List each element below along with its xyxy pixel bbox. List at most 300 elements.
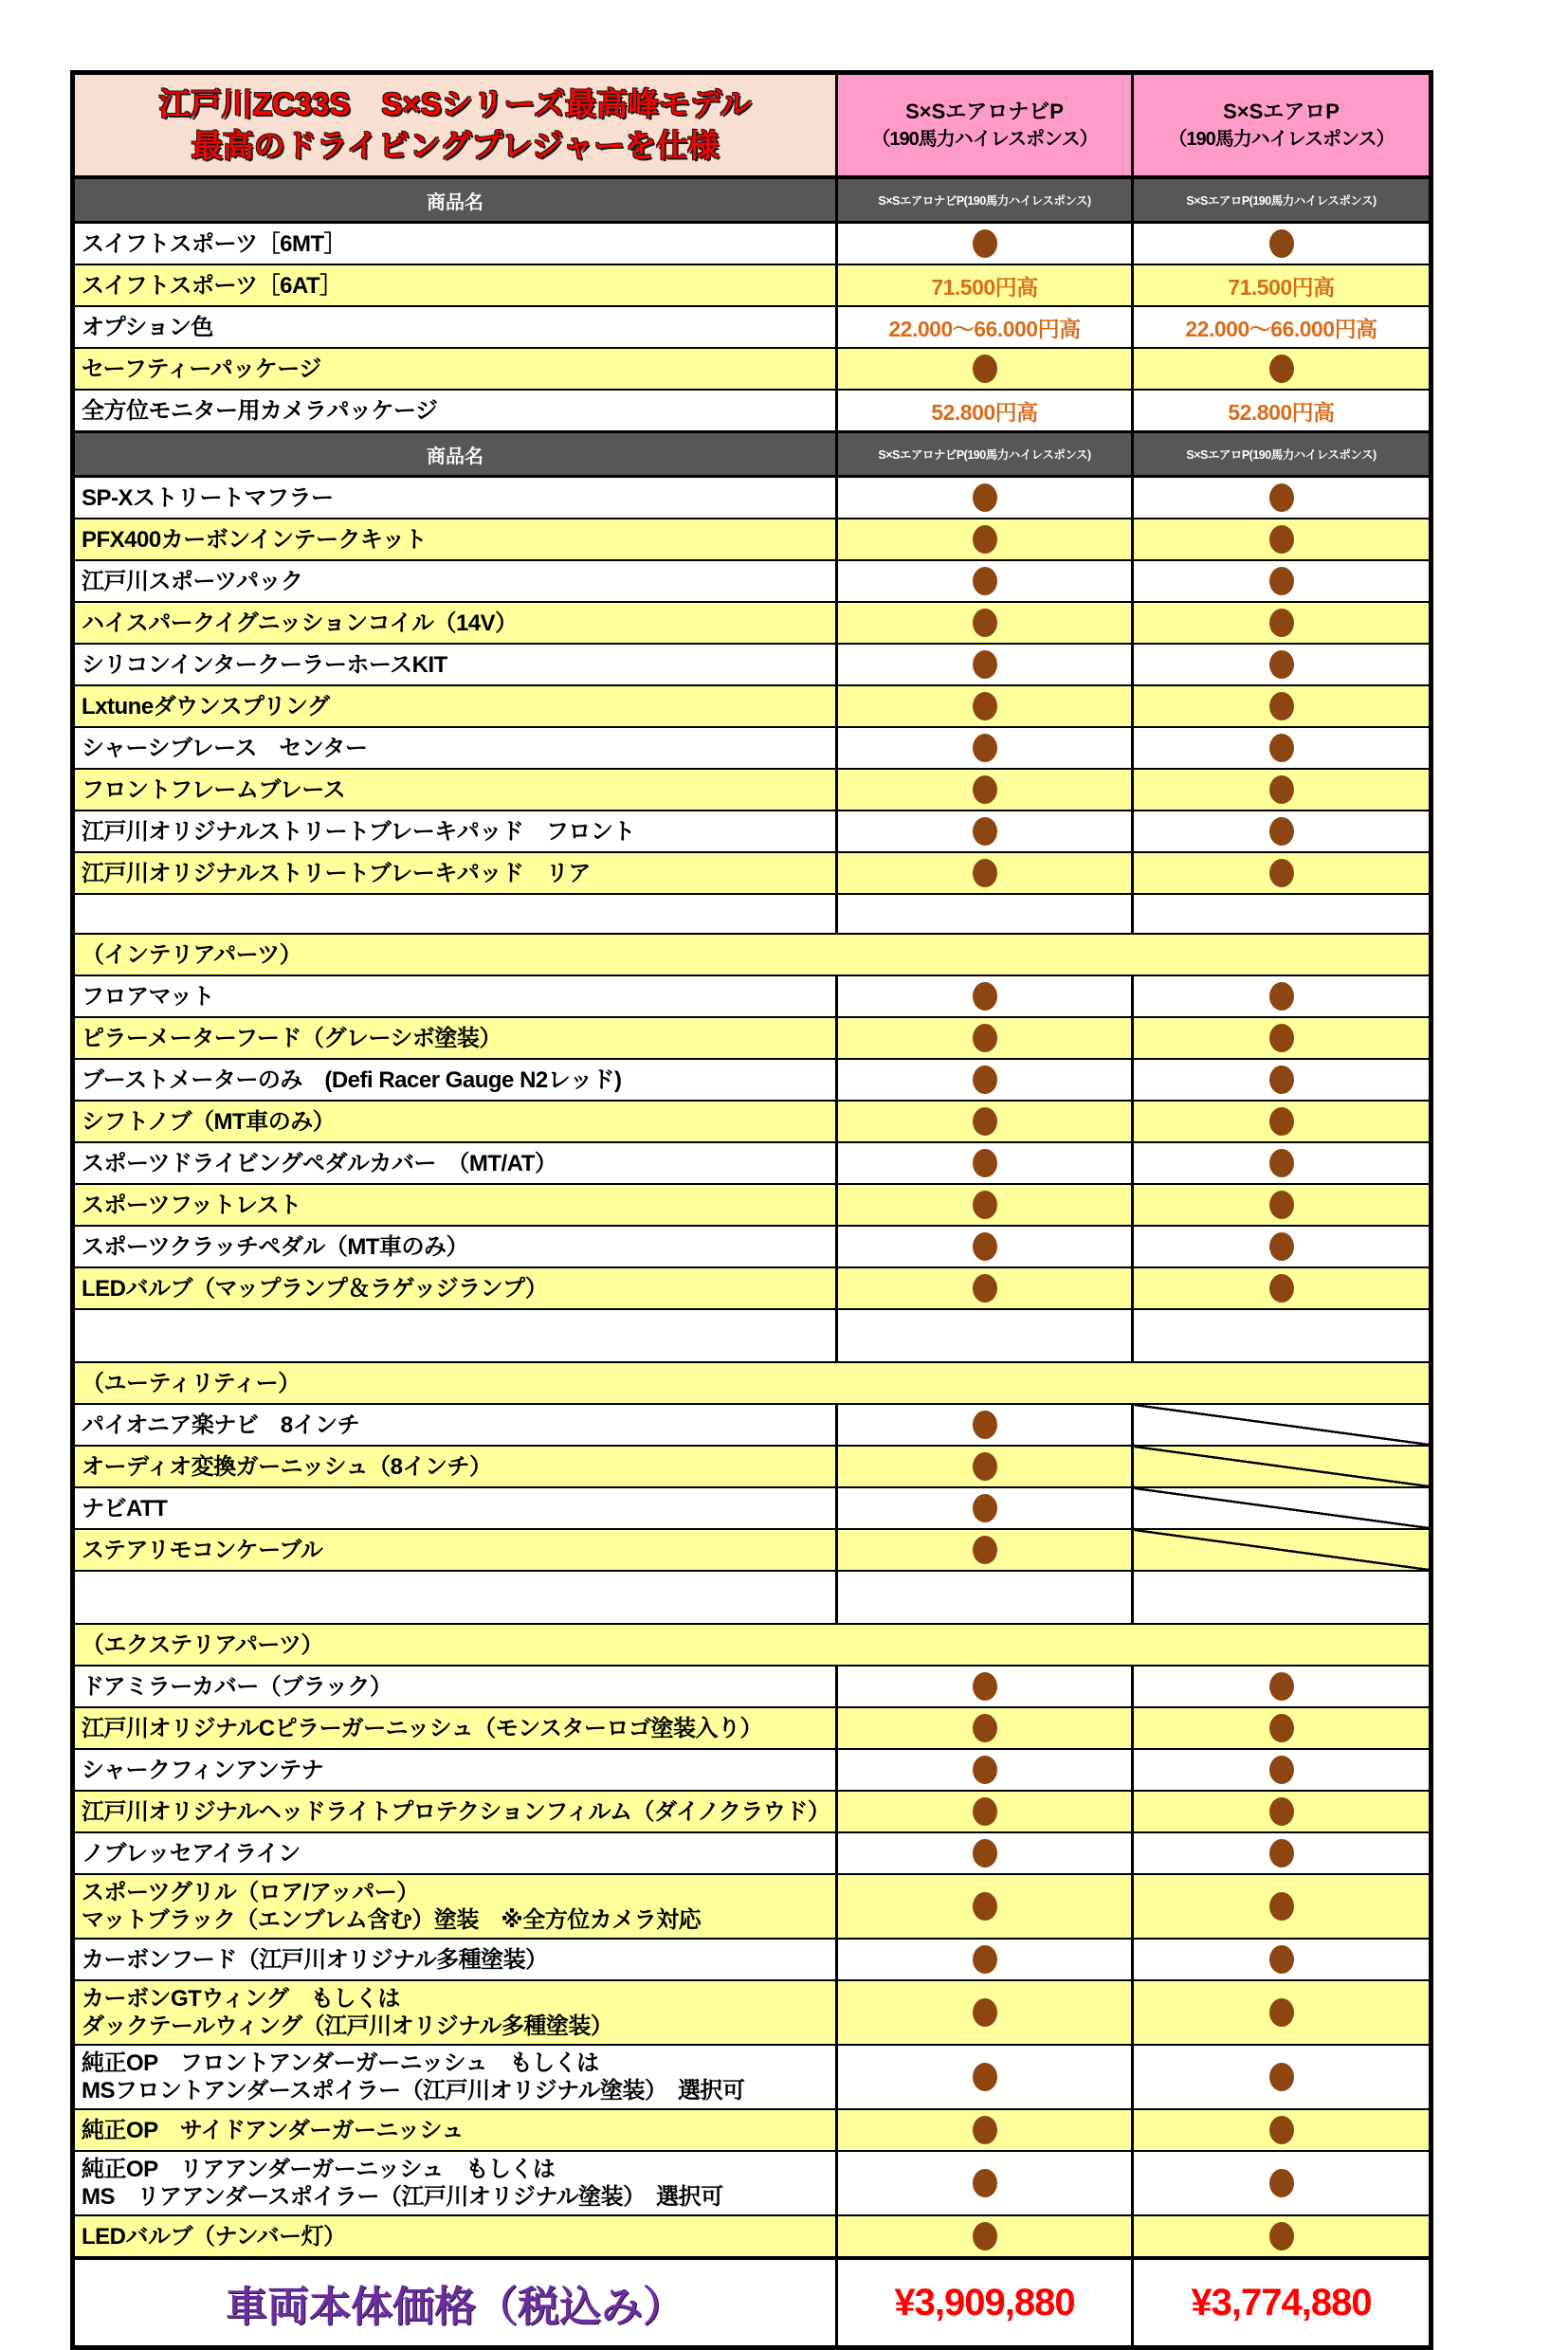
product-name-cell: [73, 1267, 837, 1309]
value-cell-navi: [837, 975, 1133, 1017]
included-dot-icon: [973, 1107, 997, 1136]
value-cell-aero: [1133, 769, 1431, 811]
value-cell-navi: [837, 223, 1133, 265]
product-name: シャーシブレース センター: [82, 735, 368, 761]
value-cell-aero: [1133, 2215, 1431, 2258]
product-name: ナビATT: [82, 1495, 168, 1521]
not-available-cell: [1133, 1529, 1431, 1571]
value-cell-aero: [1133, 1939, 1431, 1980]
product-name-cell: [73, 769, 837, 811]
included-dot-icon: [1269, 1024, 1294, 1052]
value-cell-aero: [1133, 852, 1431, 894]
column-header-navi: [837, 73, 1133, 178]
included-dot-icon: [1269, 567, 1294, 595]
column-header-row: [73, 177, 1431, 223]
product-name-cell: [73, 1529, 837, 1571]
included-dot-icon: [973, 1149, 997, 1177]
section-title: （エクステリアパーツ）: [82, 1631, 323, 1658]
value-cell-navi: [837, 602, 1133, 644]
product-name-cell: [73, 1749, 837, 1791]
value-cell-aero: [1133, 1707, 1431, 1749]
included-dot-icon: [973, 1756, 997, 1784]
included-dot-icon: [973, 229, 997, 258]
included-dot-icon: [1269, 1149, 1294, 1177]
product-name: フロントフレームブレース: [82, 776, 346, 803]
included-dot-icon: [973, 817, 997, 846]
value-cell-aero: [1133, 1059, 1431, 1101]
product-name-cell: [73, 519, 837, 560]
empty-value-cell: [837, 1309, 1133, 1362]
included-dot-icon: [1269, 1714, 1294, 1742]
value-cell-navi: [837, 1832, 1133, 1874]
total-price-aero: ¥3,774,880: [1191, 2281, 1372, 2323]
product-name: 江戸川オリジナルストリートブレーキパッド リア: [82, 860, 591, 886]
value-cell-navi: [837, 1017, 1133, 1059]
included-dot-icon: [1269, 2116, 1294, 2144]
section-header-row: [73, 1362, 1431, 1404]
product-name-cell: [73, 1666, 837, 1707]
section-title-cell: [73, 1362, 1431, 1404]
included-dot-icon: [973, 483, 997, 512]
table-row: [73, 1142, 1431, 1184]
value-cell-navi: [837, 1226, 1133, 1267]
product-name-cell: [73, 306, 837, 348]
product-name-cell: [73, 1874, 837, 1939]
product-name-cell: [73, 1939, 837, 1980]
product-name: 江戸川スポーツパック: [82, 568, 303, 594]
price-text: 22.000～66.000円高: [1185, 316, 1377, 341]
included-dot-icon: [1269, 355, 1294, 383]
table-row: [73, 1529, 1431, 1571]
product-name: カーボンフード（江戸川オリジナル多種塗装）: [82, 1946, 548, 1973]
included-dot-icon: [1269, 1672, 1294, 1701]
included-dot-icon: [973, 692, 997, 720]
product-name: パイオニア楽ナビ 8インチ: [82, 1412, 360, 1438]
value-cell-navi: [837, 1529, 1133, 1571]
value-cell-aero: [1133, 2045, 1431, 2109]
table-row: [73, 264, 1431, 306]
table-row: [73, 1980, 1431, 2045]
product-name-cell: [73, 685, 837, 727]
value-cell-aero: [1133, 1791, 1431, 1832]
product-name: セーフティーパッケージ: [82, 355, 321, 382]
table-row: [73, 811, 1431, 852]
product-name: 純正OP リアアンダーガーニッシュ もしくは: [82, 2157, 556, 2182]
included-dot-icon: [1269, 1945, 1294, 1974]
product-name-cell: [73, 1142, 837, 1184]
included-dot-icon: [973, 1892, 997, 1921]
value-cell-navi: [837, 1749, 1133, 1791]
included-dot-icon: [973, 1536, 997, 1564]
included-dot-icon: [973, 982, 997, 1011]
table-row: [73, 223, 1431, 265]
table-row: [73, 685, 1431, 727]
page-title-line1: 江戸川ZC33S S×Sシリーズ最高峰モデル: [158, 86, 752, 121]
table-body: [73, 73, 1431, 2259]
product-name-cell: [73, 602, 837, 644]
included-dot-icon: [973, 525, 997, 554]
included-dot-icon: [973, 609, 997, 637]
value-cell-aero: [1133, 1226, 1431, 1267]
included-dot-icon: [973, 859, 997, 887]
value-cell-aero: [1133, 1980, 1431, 2045]
included-dot-icon: [973, 1066, 997, 1094]
product-name-cell: [73, 2109, 837, 2151]
value-cell-navi: [837, 1980, 1133, 2045]
value-cell-navi: [837, 1101, 1133, 1142]
included-dot-icon: [973, 1411, 997, 1439]
value-cell-navi: [837, 1446, 1133, 1487]
section-header-row: [73, 1624, 1431, 1666]
footer-price-cell-navi: [837, 2258, 1133, 2348]
column-subheader-navi: S×SエアロナビP(190馬力ハイレスポンス): [837, 177, 1133, 223]
title-row: [73, 73, 1431, 178]
product-name-cell: [73, 1832, 837, 1874]
empty-value-cell: [837, 1571, 1133, 1624]
page-title-line2: 最高のドライビングプレジャーを仕様: [191, 128, 720, 163]
product-name: LEDバルブ（マップランプ＆ラゲッジランプ）: [82, 1275, 548, 1302]
product-name-cell: [73, 1226, 837, 1267]
empty-row: [73, 1309, 1431, 1362]
product-name: ハイスパークイグニッションコイル（14V）: [82, 610, 518, 636]
product-name-cell: [73, 223, 837, 265]
value-cell-navi: [837, 1791, 1133, 1832]
value-cell-navi: [837, 348, 1133, 390]
product-name-cell: [73, 1446, 837, 1487]
included-dot-icon: [973, 1839, 997, 1867]
value-cell-navi: [837, 811, 1133, 852]
empty-name-cell: [73, 894, 837, 934]
product-name: 江戸川オリジナルヘッドライトプロテクションフィルム（ダイノクラウド）: [82, 1798, 830, 1825]
product-name-cell: [73, 1184, 837, 1226]
value-cell-aero: [1133, 1142, 1431, 1184]
included-dot-icon: [973, 1797, 997, 1826]
section-header-row: [73, 934, 1431, 975]
included-dot-icon: [1269, 692, 1294, 720]
empty-name-cell: [73, 1571, 837, 1624]
product-name: シフトノブ（MT車のみ）: [82, 1108, 336, 1135]
table-row: [73, 1874, 1431, 1939]
value-cell-navi: [837, 264, 1133, 306]
value-cell-aero: [1133, 1017, 1431, 1059]
table-row: [73, 519, 1431, 560]
included-dot-icon: [1269, 2222, 1294, 2250]
product-name: 江戸川オリジナルCピラーガーニッシュ（モンスターロゴ塗装入り）: [82, 1715, 762, 1741]
product-name-line2: MSフロントアンダースポイラー（江戸川オリジナル塗装） 選択可: [82, 2078, 745, 2104]
empty-name-cell: [73, 1309, 837, 1362]
product-name-cell: [73, 560, 837, 602]
table-row: [73, 306, 1431, 348]
included-dot-icon: [1269, 1998, 1294, 2027]
included-dot-icon: [973, 1714, 997, 1742]
product-name-cell: [73, 852, 837, 894]
price-text: 22.000～66.000円高: [888, 316, 1081, 341]
footer-price-cell-aero: [1133, 2258, 1431, 2348]
value-cell-aero: [1133, 2151, 1431, 2215]
comparison-table: [70, 70, 1433, 2350]
product-name: オプション色: [82, 314, 213, 340]
included-dot-icon: [1269, 1066, 1294, 1094]
total-price-navi: ¥3,909,880: [894, 2281, 1075, 2323]
included-dot-icon: [1269, 1191, 1294, 1219]
empty-value-cell: [837, 894, 1133, 934]
product-name: LEDバルブ（ナンバー灯）: [82, 2223, 346, 2250]
included-dot-icon: [973, 1024, 997, 1052]
table-row: [73, 2109, 1431, 2151]
product-name: 純正OP サイドアンダーガーニッシュ: [82, 2117, 465, 2143]
included-dot-icon: [1269, 1232, 1294, 1261]
column-header-aero-name: S×SエアロP: [1223, 100, 1340, 123]
table-row: [73, 1267, 1431, 1309]
value-cell-navi: [837, 1939, 1133, 1980]
value-cell-aero: [1133, 306, 1431, 348]
product-name: スポーツドライビングペダルカバー （MT/AT）: [82, 1150, 557, 1176]
product-name: カーボンGTウィング もしくは: [82, 1986, 400, 2012]
included-dot-icon: [1269, 1892, 1294, 1921]
table-row: [73, 852, 1431, 894]
value-cell-navi: [837, 1487, 1133, 1529]
table-row: [73, 1017, 1431, 1059]
included-dot-icon: [1269, 483, 1294, 512]
value-cell-aero: [1133, 2109, 1431, 2151]
product-name: スイフトスポーツ［6MT］: [82, 230, 347, 257]
column-subheader-aero: S×SエアロP(190馬力ハイレスポンス): [1133, 177, 1431, 223]
value-cell-aero: [1133, 477, 1431, 519]
not-available-cell: [1133, 1446, 1431, 1487]
included-dot-icon: [973, 2063, 997, 2091]
product-name-cell: [73, 811, 837, 852]
footer-label-cell: [73, 2258, 837, 2348]
product-name: ブーストメーターのみ (Defi Racer Gauge N2レッド): [82, 1066, 622, 1093]
included-dot-icon: [973, 650, 997, 679]
value-cell-aero: [1133, 560, 1431, 602]
value-cell-navi: [837, 769, 1133, 811]
value-cell-navi: [837, 2215, 1133, 2258]
product-name: ノブレッセアイライン: [82, 1840, 301, 1867]
product-name: フロアマット: [82, 983, 215, 1010]
included-dot-icon: [973, 1998, 997, 2027]
product-name-cell: [73, 1487, 837, 1529]
price-text: 52.800円高: [931, 399, 1038, 425]
product-name-line2: MS リアアンダースポイラー（江戸川オリジナル塗装） 選択可: [82, 2184, 723, 2210]
value-cell-aero: [1133, 1666, 1431, 1707]
included-dot-icon: [973, 734, 997, 762]
table-row: [73, 727, 1431, 769]
product-name-cell: [73, 348, 837, 390]
empty-value-cell: [1133, 894, 1431, 934]
table-row: [73, 560, 1431, 602]
product-name: ステアリモコンケーブル: [82, 1537, 323, 1563]
included-dot-icon: [1269, 775, 1294, 804]
product-name-cell: [73, 1101, 837, 1142]
included-dot-icon: [1269, 1797, 1294, 1826]
value-cell-navi: [837, 644, 1133, 685]
total-price-label: 車両本体価格（税込み）: [226, 2284, 684, 2330]
value-cell-navi: [837, 306, 1133, 348]
product-name-cell: [73, 2151, 837, 2215]
included-dot-icon: [973, 355, 997, 383]
empty-value-cell: [1133, 1571, 1431, 1624]
value-cell-navi: [837, 1184, 1133, 1226]
included-dot-icon: [1269, 1274, 1294, 1303]
table-row: [73, 348, 1431, 390]
included-dot-icon: [1269, 817, 1294, 846]
product-name: PFX400カーボンインテークキット: [82, 526, 428, 553]
value-cell-aero: [1133, 1184, 1431, 1226]
section-title-cell: [73, 1624, 1431, 1666]
page-title-cell: [73, 73, 837, 178]
table-row: [73, 2151, 1431, 2215]
product-name: スポーツクラッチペダル（MT車のみ）: [82, 1233, 468, 1260]
column-header-row: [73, 432, 1431, 477]
product-name-cell: [73, 1707, 837, 1749]
price-text: 52.800円高: [1228, 399, 1335, 425]
included-dot-icon: [973, 1494, 997, 1522]
table-row: [73, 975, 1431, 1017]
table-row: [73, 1791, 1431, 1832]
value-cell-navi: [837, 1707, 1133, 1749]
value-cell-aero: [1133, 1832, 1431, 1874]
table-row: [73, 390, 1431, 432]
table-row: [73, 1101, 1431, 1142]
product-name: ピラーメーターフード（グレーシボ塗装）: [82, 1025, 501, 1051]
included-dot-icon: [1269, 229, 1294, 258]
product-name-cell: [73, 264, 837, 306]
value-cell-aero: [1133, 644, 1431, 685]
value-cell-navi: [837, 2151, 1133, 2215]
value-cell-navi: [837, 2109, 1133, 2151]
included-dot-icon: [973, 1274, 997, 1303]
included-dot-icon: [1269, 650, 1294, 679]
footer-row: [73, 2258, 1431, 2348]
column-header-navi-sub: （190馬力ハイレスポンス）: [871, 129, 1098, 150]
value-cell-aero: [1133, 1874, 1431, 1939]
table-row: [73, 1446, 1431, 1487]
table-row: [73, 477, 1431, 519]
table-row: [73, 1404, 1431, 1446]
table-row: [73, 769, 1431, 811]
product-name: ドアミラーカバー（ブラック）: [82, 1673, 392, 1700]
included-dot-icon: [973, 1672, 997, 1701]
table-row: [73, 1939, 1431, 1980]
section-title: （ユーティリティー）: [82, 1370, 301, 1396]
not-available-cell: [1133, 1487, 1431, 1529]
column-header-navi-name: S×SエアロナビP: [905, 100, 1064, 123]
product-name: 純正OP フロントアンダーガーニッシュ もしくは: [82, 2050, 599, 2076]
value-cell-navi: [837, 1874, 1133, 1939]
value-cell-aero: [1133, 1749, 1431, 1791]
table-row: [73, 1707, 1431, 1749]
product-name-line2: マットブラック（エンブレム含む）塗装 ※全方位カメラ対応: [82, 1907, 702, 1933]
table-row: [73, 644, 1431, 685]
column-header-aero: [1133, 73, 1431, 178]
value-cell-navi: [837, 390, 1133, 432]
value-cell-navi: [837, 1142, 1133, 1184]
value-cell-aero: [1133, 602, 1431, 644]
value-cell-navi: [837, 727, 1133, 769]
value-cell-navi: [837, 1666, 1133, 1707]
included-dot-icon: [1269, 1756, 1294, 1784]
value-cell-aero: [1133, 390, 1431, 432]
included-dot-icon: [973, 1945, 997, 1974]
table-row: [73, 1666, 1431, 1707]
product-name: シャークフィンアンテナ: [82, 1757, 324, 1783]
product-name-cell: [73, 2045, 837, 2109]
value-cell-aero: [1133, 1101, 1431, 1142]
product-name-cell: [73, 2215, 837, 2258]
value-cell-navi: [837, 2045, 1133, 2109]
value-cell-navi: [837, 852, 1133, 894]
value-cell-navi: [837, 1404, 1133, 1446]
included-dot-icon: [973, 1232, 997, 1261]
table-row: [73, 1184, 1431, 1226]
price-text: 71.500円高: [931, 274, 1038, 300]
value-cell-aero: [1133, 811, 1431, 852]
included-dot-icon: [1269, 609, 1294, 637]
included-dot-icon: [973, 1452, 997, 1481]
value-cell-aero: [1133, 727, 1431, 769]
product-name: スポーツグリル（ロア/アッパー）: [82, 1880, 419, 1905]
value-cell-aero: [1133, 223, 1431, 265]
section-title: （インテリアパーツ）: [82, 941, 302, 968]
table-row: [73, 1226, 1431, 1267]
product-name-cell: [73, 477, 837, 519]
product-name: 全方位モニター用カメラパッケージ: [82, 397, 438, 424]
value-cell-aero: [1133, 1267, 1431, 1309]
product-name-line2: ダックテールウィング（江戸川オリジナル多種塗装）: [82, 2013, 613, 2039]
product-name-header-cell: 商品名: [73, 177, 837, 223]
included-dot-icon: [1269, 2169, 1294, 2197]
empty-value-cell: [1133, 1309, 1431, 1362]
table-row: [73, 2045, 1431, 2109]
value-cell-navi: [837, 519, 1133, 560]
value-cell-navi: [837, 1059, 1133, 1101]
table-row: [73, 1059, 1431, 1101]
value-cell-aero: [1133, 519, 1431, 560]
column-subheader-aero: S×SエアロP(190馬力ハイレスポンス): [1133, 432, 1431, 477]
included-dot-icon: [973, 2222, 997, 2250]
product-name-cell: [73, 1404, 837, 1446]
included-dot-icon: [1269, 1107, 1294, 1136]
product-name-cell: [73, 727, 837, 769]
product-name-cell: [73, 1017, 837, 1059]
value-cell-navi: [837, 685, 1133, 727]
included-dot-icon: [1269, 982, 1294, 1011]
included-dot-icon: [973, 2169, 997, 2197]
value-cell-navi: [837, 477, 1133, 519]
product-name-cell: [73, 1980, 837, 2045]
product-name: シリコンインタークーラーホースKIT: [82, 651, 447, 678]
included-dot-icon: [1269, 859, 1294, 887]
table-row: [73, 1832, 1431, 1874]
value-cell-aero: [1133, 348, 1431, 390]
value-cell-navi: [837, 1267, 1133, 1309]
price-text: 71.500円高: [1228, 274, 1335, 300]
included-dot-icon: [1269, 2063, 1294, 2091]
included-dot-icon: [973, 2116, 997, 2144]
table-row: [73, 1749, 1431, 1791]
product-name: SP-Xストリートマフラー: [82, 484, 334, 511]
included-dot-icon: [973, 775, 997, 804]
product-name-cell: [73, 975, 837, 1017]
product-name-header-cell: 商品名: [73, 432, 837, 477]
empty-row: [73, 894, 1431, 934]
product-name-cell: [73, 390, 837, 432]
column-subheader-navi: S×SエアロナビP(190馬力ハイレスポンス): [837, 432, 1133, 477]
price-sheet: [70, 70, 1433, 2350]
table-row: [73, 2215, 1431, 2258]
value-cell-navi: [837, 560, 1133, 602]
